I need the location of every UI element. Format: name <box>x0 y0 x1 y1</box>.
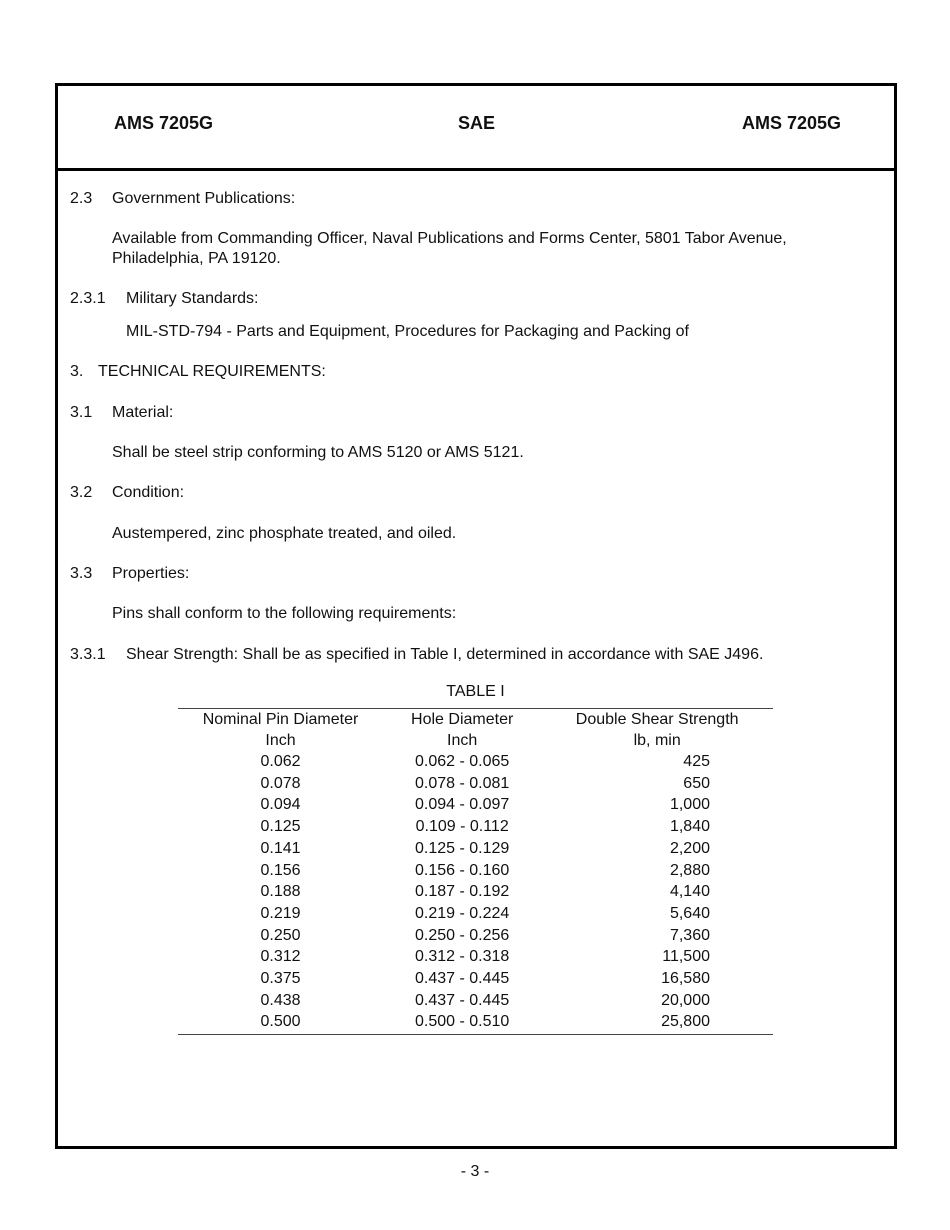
section-3-2-number: 3.2 <box>70 484 93 501</box>
cell-hole-diameter: 0.094 - 0.097 <box>415 796 510 814</box>
cell-hole-diameter: 0.187 - 0.192 <box>415 883 510 901</box>
cell-double-shear-strength: 7,360 <box>669 926 710 944</box>
column-header-double-shear-strength: Double Shear Strength <box>541 709 773 731</box>
section-2-3-number: 2.3 <box>70 190 93 207</box>
section-3-number: 3. <box>70 363 84 380</box>
table-row <box>178 946 773 968</box>
cell-hole-diameter: 0.219 - 0.224 <box>415 904 510 922</box>
cell-double-shear-strength: 25,800 <box>541 1011 773 1034</box>
cell-nominal-pin-diameter: 0.500 <box>178 1011 383 1034</box>
cell-double-shear-strength: 20,000 <box>661 991 710 1009</box>
cell-nominal-pin-diameter: 0.219 <box>260 904 301 922</box>
table-row <box>178 903 773 925</box>
section-3-3-1-text: Shear Strength: Shall be as specified in Table I, determined in accordance with SAE J496. <box>126 646 764 663</box>
section-3-title: TECHNICAL REQUIREMENTS: <box>98 363 326 380</box>
table-row <box>178 773 773 795</box>
cell-nominal-pin-diameter: 0.141 <box>260 839 301 857</box>
cell-hole-diameter: 0.125 - 0.129 <box>415 839 510 857</box>
column-unit-nominal-pin-diameter: Inch <box>265 732 296 749</box>
table-row <box>178 860 773 882</box>
table-row <box>178 925 773 947</box>
cell-double-shear-strength: 16,580 <box>661 970 710 988</box>
section-2-3-1-title: Military Standards: <box>126 290 259 307</box>
section-3-3-body: Pins shall conform to the following requirements: <box>112 605 457 622</box>
cell-hole-diameter: 0.437 - 0.445 <box>415 991 510 1009</box>
section-3-1-number: 3.1 <box>70 404 93 421</box>
cell-double-shear-strength: 1,840 <box>669 818 710 836</box>
cell-nominal-pin-diameter: 0.062 <box>260 753 301 770</box>
header-doc-id-left: AMS 7205G <box>114 113 214 133</box>
table-row <box>178 816 773 838</box>
cell-double-shear-strength: 11,500 <box>662 948 710 966</box>
cell-hole-diameter: 0.312 - 0.318 <box>415 948 510 966</box>
cell-nominal-pin-diameter: 0.125 <box>260 818 301 836</box>
table-row <box>178 838 773 860</box>
cell-hole-diameter: 0.156 - 0.160 <box>415 861 510 879</box>
section-3-1-body: Shall be steel strip conforming to AMS 5120 or AMS 5121. <box>112 444 524 461</box>
cell-hole-diameter: 0.500 - 0.510 <box>383 1011 541 1034</box>
cell-hole-diameter: 0.062 - 0.065 <box>415 753 510 770</box>
section-2-3-1-body: MIL-STD-794 - Parts and Equipment, Procedures for Packaging and Packing of <box>126 323 689 340</box>
section-3-2-body: Austempered, zinc phosphate treated, and oiled. <box>112 525 457 542</box>
table-header-row <box>178 709 773 731</box>
cell-hole-diameter: 0.078 - 0.081 <box>415 774 510 792</box>
cell-hole-diameter: 0.109 - 0.112 <box>415 818 509 836</box>
cell-nominal-pin-diameter: 0.250 <box>260 926 301 944</box>
table-row <box>178 968 773 990</box>
header-publisher: SAE <box>458 113 496 133</box>
cell-nominal-pin-diameter: 0.078 <box>260 774 301 792</box>
table-row <box>178 990 773 1012</box>
shear-strength-table <box>178 708 773 1035</box>
cell-nominal-pin-diameter: 0.188 <box>260 883 301 901</box>
section-2-3-body: Available from Commanding Officer, Naval Publications and Forms Center, 5801 Tabor Avenue, Philadelphia, PA 19120. <box>112 230 787 267</box>
cell-double-shear-strength: 2,880 <box>669 861 710 879</box>
cell-nominal-pin-diameter: 0.312 <box>260 948 301 966</box>
column-header-nominal-pin-diameter: Nominal Pin Diameter <box>178 709 383 731</box>
cell-double-shear-strength: 2,200 <box>669 839 710 857</box>
cell-double-shear-strength: 1,000 <box>669 796 710 814</box>
column-header-hole-diameter: Hole Diameter <box>383 709 541 731</box>
section-2-3-1-number: 2.3.1 <box>70 290 106 307</box>
cell-hole-diameter: 0.250 - 0.256 <box>415 926 510 944</box>
column-unit-hole-diameter: Inch <box>447 732 478 749</box>
cell-double-shear-strength: 4,140 <box>669 883 710 901</box>
document-header <box>58 86 894 171</box>
table-title: TABLE I <box>446 683 505 700</box>
cell-double-shear-strength: 5,640 <box>669 904 710 922</box>
cell-nominal-pin-diameter: 0.094 <box>260 796 301 814</box>
cell-double-shear-strength: 650 <box>683 774 710 792</box>
section-3-3-number: 3.3 <box>70 565 93 582</box>
table-row <box>178 751 773 773</box>
section-3-3-1-number: 3.3.1 <box>70 646 106 663</box>
section-3-1-title: Material: <box>112 404 174 421</box>
page-number: - 3 - <box>460 1163 490 1180</box>
table-row <box>178 1011 773 1034</box>
cell-double-shear-strength: 425 <box>683 753 710 770</box>
table-header-units-row <box>178 730 773 751</box>
header-doc-id-right: AMS 7205G <box>741 113 841 133</box>
cell-nominal-pin-diameter: 0.438 <box>260 991 301 1009</box>
section-3-2-title: Condition: <box>112 484 185 501</box>
table-row <box>178 794 773 816</box>
table-row <box>178 881 773 903</box>
section-2-3-title: Government Publications: <box>112 190 296 207</box>
cell-hole-diameter: 0.437 - 0.445 <box>415 970 510 988</box>
cell-nominal-pin-diameter: 0.375 <box>260 970 301 988</box>
section-3-3-title: Properties: <box>112 565 190 582</box>
cell-nominal-pin-diameter: 0.156 <box>260 861 301 879</box>
column-unit-double-shear-strength: lb, min <box>633 732 681 749</box>
